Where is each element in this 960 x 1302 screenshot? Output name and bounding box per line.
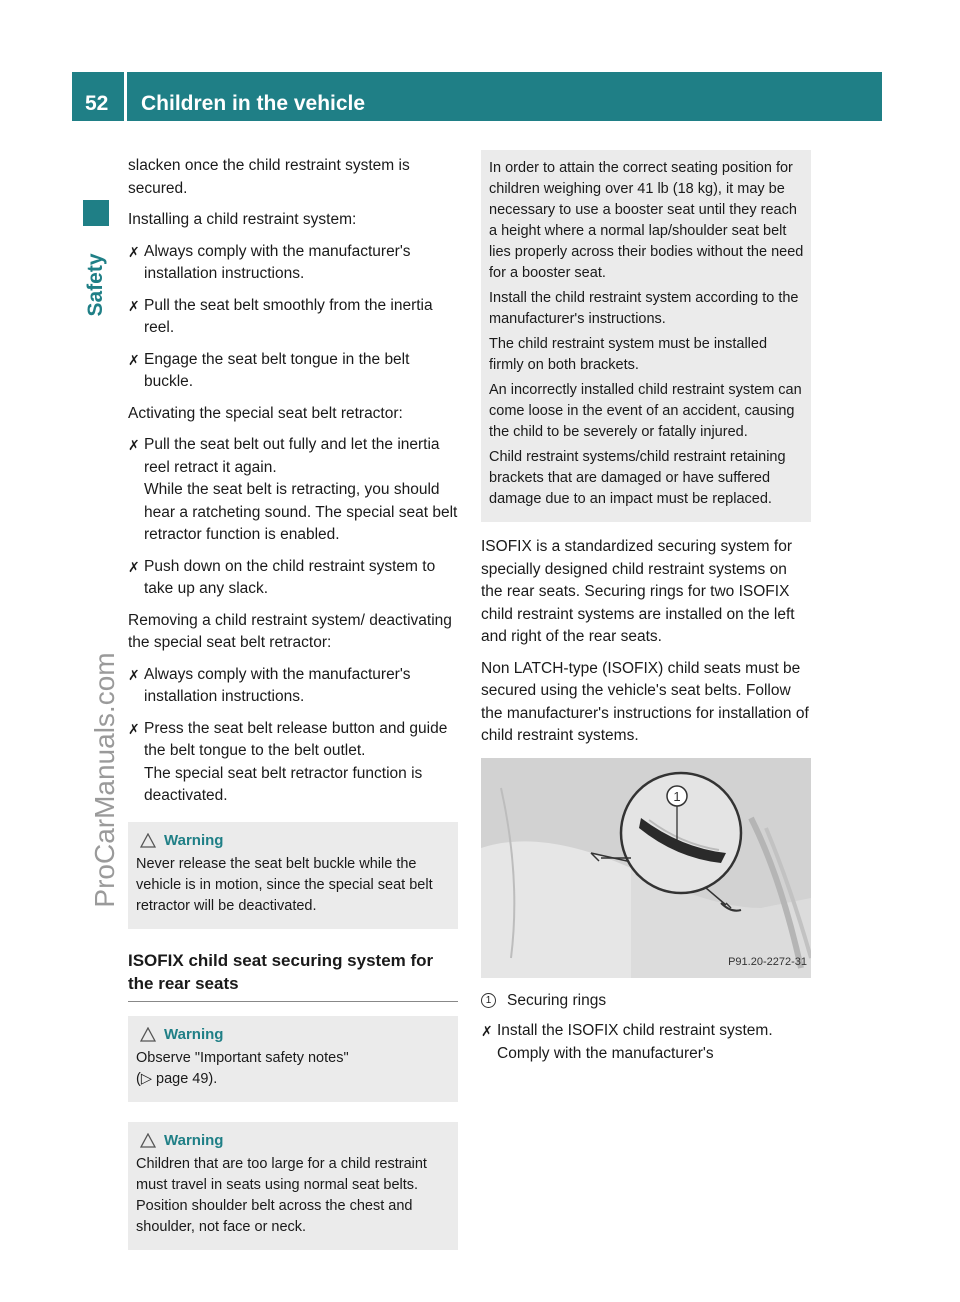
step-text: Pull the seat belt smoothly from the inertia reel. — [144, 296, 433, 336]
info-text: Install the child restraint system according to the manufacturer's instructions. — [489, 290, 799, 327]
step-text: Engage the seat belt tongue in the belt buckle. — [144, 350, 410, 390]
instruction-step — [128, 295, 458, 340]
warning-title — [136, 1130, 451, 1151]
legend-text: Securing rings — [507, 991, 607, 1009]
left-column — [128, 155, 458, 1250]
warning-text: Never release the seat belt buckle while the vehicle is in motion, since the special seat belt retractor will be deactivated. — [136, 855, 433, 914]
instruction-step — [128, 349, 458, 394]
page-number: 52 — [85, 92, 109, 115]
warning-text: Children that are too large for a child restraint must travel in seats using normal seat belts. Position shoulder belt across the chest and shoulder, not face or neck. — [136, 1155, 427, 1235]
warning-triangle-icon — [140, 1133, 156, 1148]
instruction-step — [128, 434, 458, 547]
warning-title — [136, 1024, 451, 1045]
instruction-step — [128, 718, 458, 808]
chapter-title: Children in the vehicle — [141, 92, 366, 115]
instruction-step — [128, 664, 458, 709]
info-text: In order to attain the correct seating position for children weighing over 41 lb (18 kg), it may be necessary to use a booster seat until they reach a height where a normal lap/shoulder seat belt lies properly across their bodies without the need for a booster seat. — [489, 160, 804, 281]
section-marker — [83, 200, 109, 226]
legend-item — [481, 990, 811, 1013]
warning-box — [128, 822, 458, 929]
paragraph: Activating the special seat belt retractor: — [128, 404, 403, 422]
arrow-x-icon: ✗ — [128, 720, 140, 737]
step-text: Press the seat belt release button and guide the belt tongue to the belt outlet. — [144, 719, 448, 759]
arrow-x-icon: ✗ — [128, 297, 140, 314]
step-text: Pull the seat belt out fully and let the inertia reel retract it again. — [144, 436, 440, 476]
instruction-step — [481, 1020, 811, 1065]
section-name: Safety — [84, 253, 107, 317]
isofix-figure — [481, 758, 811, 978]
info-box — [481, 150, 811, 522]
page-number-tab — [72, 72, 124, 121]
step-text: Push down on the child restraint system to take up any slack. — [144, 557, 436, 597]
warning-triangle-icon — [140, 1027, 156, 1042]
step-text: Always comply with the manufacturer's installation instructions. — [144, 242, 411, 282]
arrow-x-icon: ✗ — [128, 351, 140, 368]
warning-box — [128, 1122, 458, 1250]
seat-illustration — [481, 758, 811, 978]
instruction-step — [128, 556, 458, 601]
instruction-step — [128, 241, 458, 286]
step-result: While the seat belt is retracting, you should hear a ratcheting sound. The special seat belt retractor function is enabled. — [144, 481, 458, 543]
paragraph: Removing a child restraint system/ deactivating the special seat belt retractor: — [128, 611, 452, 651]
circled-number-icon: 1 — [481, 993, 496, 1008]
chapter-header — [127, 72, 882, 121]
step-text: Always comply with the manufacturer's installation instructions. — [144, 665, 411, 705]
watermark-text: ProCarManuals.com — [89, 652, 120, 908]
paragraph: slacken once the child restraint system is secured. — [128, 157, 410, 197]
warning-label: Warning — [164, 1025, 224, 1043]
warning-label: Warning — [164, 831, 224, 849]
section-heading: ISOFIX child seat securing system for the rear seats — [128, 949, 458, 1002]
paragraph: Installing a child restraint system: — [128, 211, 357, 228]
arrow-x-icon: ✗ — [128, 243, 140, 260]
step-result: The special seat belt retractor function is deactivated. — [144, 764, 423, 804]
arrow-x-icon: ✗ — [128, 437, 140, 453]
arrow-x-icon: ✗ — [481, 1023, 493, 1039]
warning-title — [136, 830, 451, 851]
paragraph: ISOFIX is a standardized securing system for specially designed child restraint systems on the rear seats. Securing rings for two ISOFIX child restraint systems are installed on the left and right of the rear seats. — [481, 538, 795, 645]
warning-box — [128, 1016, 458, 1102]
page-reference[interactable]: (▷ page 49). — [136, 1070, 218, 1087]
warning-text: Observe "Important safety notes" — [136, 1049, 349, 1066]
warning-label: Warning — [164, 1131, 224, 1149]
figure-callout-number: 1 — [673, 788, 681, 804]
step-result: Comply with the manufacturer's — [497, 1044, 714, 1062]
section-label — [83, 245, 109, 325]
watermark — [85, 520, 125, 1040]
info-text: Child restraint systems/child restraint retaining brackets that are damaged or have suffered damage due to an impact must be replaced. — [489, 449, 786, 507]
right-column — [481, 150, 811, 1074]
arrow-x-icon: ✗ — [128, 558, 140, 575]
paragraph: Non LATCH-type (ISOFIX) child seats must be secured using the vehicle's seat belts. Follow the manufacturer's instructions for installation of child restraint systems. — [481, 659, 809, 744]
info-text: An incorrectly installed child restraint system can come loose in the event of an accident, causing the child to be severely or fatally injured. — [489, 382, 802, 440]
arrow-x-icon: ✗ — [128, 666, 140, 683]
warning-triangle-icon — [140, 833, 156, 848]
figure-code: P91.20-2272-31 — [728, 956, 807, 968]
step-text: Install the ISOFIX child restraint system. — [497, 1022, 773, 1039]
info-text: The child restraint system must be installed firmly on both brackets. — [489, 336, 768, 373]
